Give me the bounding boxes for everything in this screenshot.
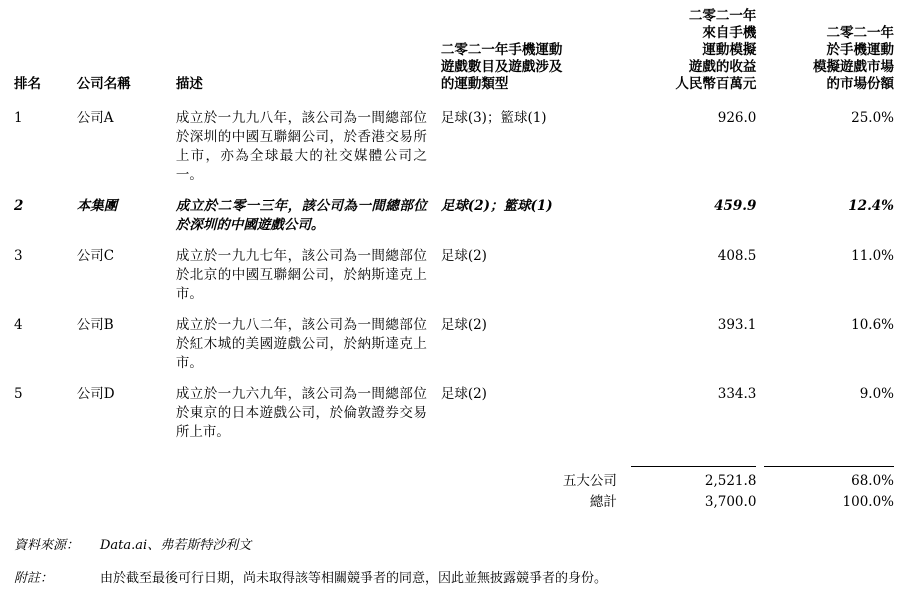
totals-row-top-five xyxy=(14,470,894,491)
cell-market-share: 10.6% xyxy=(851,317,894,333)
cell-market-share: 25.0% xyxy=(851,110,894,126)
cell-market-share: 9.0% xyxy=(859,386,894,402)
totals-divider xyxy=(14,444,894,470)
totals-row-grand-total xyxy=(14,491,894,512)
footnote-note xyxy=(14,567,920,586)
document-page xyxy=(0,8,920,613)
cell-company: 公司C xyxy=(76,248,115,264)
cell-company: 公司D xyxy=(76,386,115,402)
cell-games: 足球(2)；籃球(1) xyxy=(440,198,553,214)
cell-description: 成立於一九九七年，該公司為一間總部位於北京的中國互聯網公司，於納斯達克上市。 xyxy=(175,248,427,302)
footnote-source xyxy=(14,534,920,553)
cell-company: 公司A xyxy=(76,110,114,126)
table-row xyxy=(14,99,894,187)
table-row xyxy=(14,306,894,375)
cell-total-market-share: 100.0% xyxy=(842,494,894,510)
cell-revenue: 459.9 xyxy=(714,198,757,214)
cell-games: 足球(2) xyxy=(440,248,487,264)
cell-games: 足球(2) xyxy=(440,317,487,333)
cell-rank: 4 xyxy=(14,317,23,333)
cell-games: 足球(2) xyxy=(440,386,487,402)
column-header-rank: 排名 xyxy=(14,76,41,92)
cell-revenue: 408.5 xyxy=(717,248,757,264)
column-header-market-share: 二零二一年 於手機運動 模擬遊戲市場 的市場份額 xyxy=(813,25,894,92)
column-header-company: 公司名稱 xyxy=(76,76,131,92)
cell-revenue: 393.1 xyxy=(717,317,757,333)
cell-revenue: 334.3 xyxy=(717,386,757,402)
cell-company: 本集團 xyxy=(76,198,118,214)
footnote-source-label: 資料來源： xyxy=(14,538,80,553)
cell-total-market-share: 68.0% xyxy=(851,473,894,489)
table-row xyxy=(14,237,894,306)
cell-rank: 2 xyxy=(14,198,24,214)
footnotes xyxy=(14,534,920,586)
cell-market-share: 12.4% xyxy=(848,198,894,214)
divider-revenue xyxy=(631,466,757,468)
table-row xyxy=(14,375,894,444)
cell-revenue: 926.0 xyxy=(717,110,757,126)
cell-rank: 3 xyxy=(14,248,23,264)
table-header xyxy=(14,8,894,99)
table-row xyxy=(14,187,894,237)
cell-description: 成立於一九九八年，該公司為一間總部位於深圳的中國互聯網公司，於香港交易所上市，亦為全球最大的社交媒體公司之一。 xyxy=(175,110,427,183)
column-header-description: 描述 xyxy=(175,76,203,92)
cell-description: 成立於二零一三年，該公司為一間總部位於深圳的中國遊戲公司。 xyxy=(175,198,427,233)
cell-company: 公司B xyxy=(76,317,114,333)
cell-total-label: 五大公司 xyxy=(562,473,617,489)
footnote-note-label: 附註： xyxy=(14,571,54,586)
table-body xyxy=(14,99,894,512)
cell-rank: 1 xyxy=(14,110,23,126)
column-header-games: 二零二一年手機運動 遊戲數目及遊戲涉及 的運動類型 xyxy=(440,42,563,92)
footnote-source-text: Data.ai、弗若斯特沙利文 xyxy=(100,538,252,553)
cell-rank: 5 xyxy=(14,386,23,402)
cell-description: 成立於一九六九年，該公司為一間總部位於東京的日本遊戲公司，於倫敦證券交易所上市。 xyxy=(175,386,427,440)
cell-total-label: 總計 xyxy=(589,494,617,510)
competitor-comparison-table xyxy=(14,8,894,512)
footnote-note-text: 由於截至最後可行日期，尚未取得該等相關競爭者的同意，因此並無披露競爭者的身份。 xyxy=(100,571,608,586)
cell-description: 成立於一九八二年，該公司為一間總部位於紅木城的美國遊戲公司，於納斯達克上市。 xyxy=(175,317,427,371)
cell-games: 足球(3)；籃球(1) xyxy=(440,110,547,126)
divider-market-share xyxy=(764,466,894,468)
cell-total-revenue: 2,521.8 xyxy=(704,473,757,489)
cell-market-share: 11.0% xyxy=(851,248,894,264)
column-header-revenue: 二零二一年 來自手機 運動模擬 遊戲的收益 人民幣百萬元 xyxy=(675,8,757,92)
cell-total-revenue: 3,700.0 xyxy=(704,494,757,510)
